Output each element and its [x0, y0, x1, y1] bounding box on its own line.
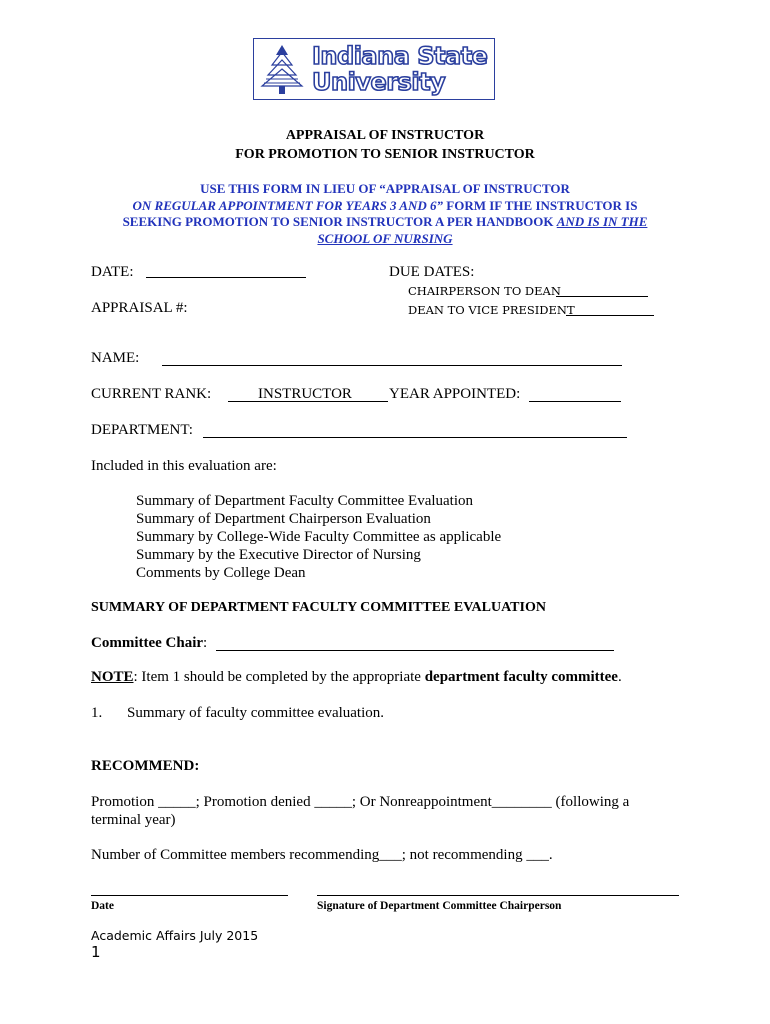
date-label: DATE: [91, 264, 134, 280]
included-intro: Included in this evaluation are: [91, 458, 277, 474]
date-signature-field[interactable] [91, 895, 288, 896]
signature-chair-label: Signature of Department Committee Chairperson [317, 900, 562, 912]
list-item: Summary by the Executive Director of Nursing [136, 547, 421, 563]
year-appointed-field[interactable] [529, 401, 621, 402]
recommend-line2: terminal year) [91, 812, 176, 828]
instruction-line4: SCHOOL OF NURSING [317, 231, 453, 246]
page-number: 1 [91, 943, 101, 961]
list-item: Summary of Department Faculty Committee Evaluation [136, 493, 474, 509]
year-appointed-label: YEAR APPOINTED: [389, 386, 521, 402]
due-dates-label: DUE DATES: [389, 264, 475, 280]
chairperson-signature-field[interactable] [317, 895, 679, 896]
committee-chair-row: Committee Chair: [91, 635, 208, 651]
appraisal-label: APPRAISAL #: [91, 300, 188, 316]
instruction-line3: SEEKING PROMOTION TO SENIOR INSTRUCTOR A PER HANDBOOK AND IS IN THE [122, 214, 648, 229]
page-subtitle: FOR PROMOTION TO SENIOR INSTRUCTOR [235, 147, 535, 162]
recommend-line1: Promotion _____; Promotion denied _____; Or Nonreappointment________ (following a [91, 794, 630, 810]
signature-date-label: Date [91, 900, 114, 912]
logo-line2: University [312, 68, 446, 96]
name-field[interactable] [162, 365, 622, 366]
date-field[interactable] [146, 277, 306, 278]
list-item: Summary of Department Chairperson Evaluation [136, 511, 431, 527]
committee-chair-field[interactable] [216, 650, 614, 651]
name-label: NAME: [91, 350, 140, 366]
item-number: 1. [91, 705, 103, 721]
department-label: DEPARTMENT: [91, 422, 193, 438]
tree-icon [258, 43, 306, 95]
logo-line1: Indiana State [312, 42, 488, 70]
university-logo [253, 38, 495, 100]
dean-to-vp-label: DEAN TO VICE PRESIDENT [408, 303, 575, 317]
note-line: NOTE: Item 1 should be completed by the appropriate department faculty committee. [91, 669, 622, 685]
committee-members-count: Number of Committee members recommending___; not recommending ___. [91, 847, 553, 863]
page-title: APPRAISAL OF INSTRUCTOR [285, 128, 485, 143]
chair-to-dean-label: CHAIRPERSON TO DEAN [408, 284, 561, 298]
recommend-heading: RECOMMEND: [91, 758, 200, 774]
section-heading: SUMMARY OF DEPARTMENT FACULTY COMMITTEE EVALUATION [91, 600, 546, 615]
dean-to-vp-field[interactable] [566, 315, 654, 316]
instruction-line1: USE THIS FORM IN LIEU OF “APPRAISAL OF INSTRUCTOR [200, 181, 570, 196]
instruction-line2: ON REGULAR APPOINTMENT FOR YEARS 3 AND 6” FORM IF THE INSTRUCTOR IS [132, 198, 638, 213]
chair-to-dean-field[interactable] [556, 296, 648, 297]
department-field[interactable] [203, 437, 627, 438]
list-item: Comments by College Dean [136, 565, 306, 581]
footer-text: Academic Affairs July 2015 [91, 928, 259, 943]
rank-label: CURRENT RANK: [91, 386, 212, 402]
rank-value: INSTRUCTOR [258, 386, 352, 402]
list-item: Summary by College-Wide Faculty Committee as applicable [136, 529, 502, 545]
item-text: Summary of faculty committee evaluation. [127, 705, 385, 721]
